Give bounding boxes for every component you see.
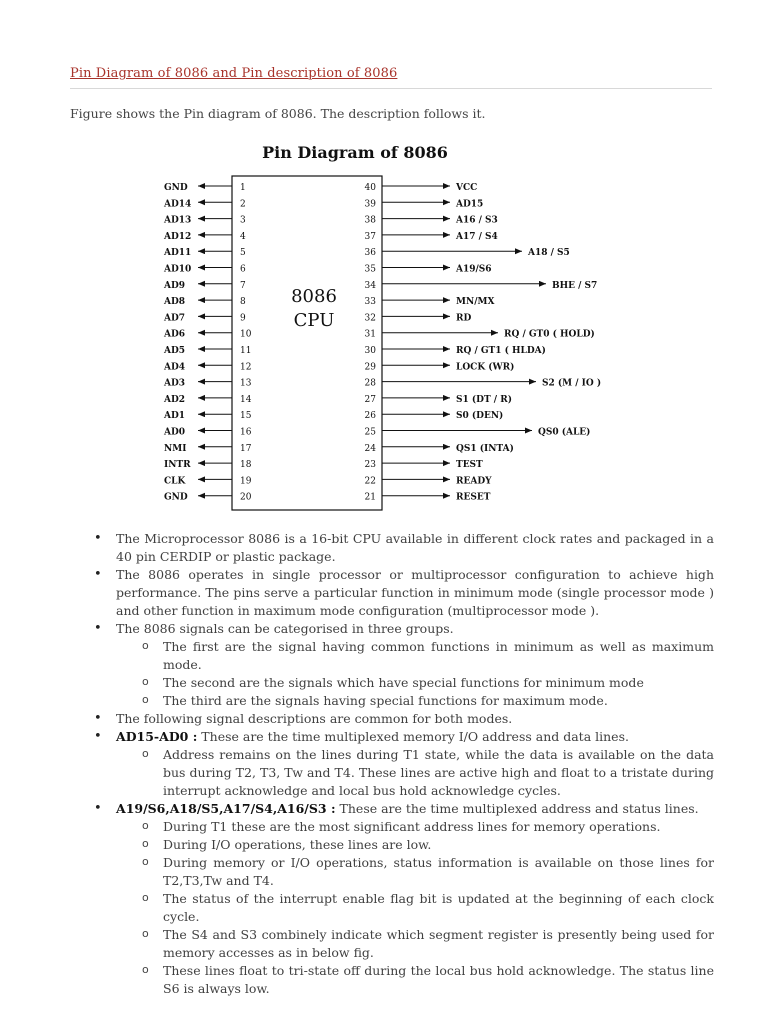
pin-number: 11 [240,346,252,356]
diagram-heading: Pin Diagram of 8086 [262,143,448,162]
sub-list [116,638,714,710]
pin-number: 1 [240,183,246,193]
chip-body [232,176,382,510]
pin-label: GND [164,492,188,503]
bullet-item: • The following signal descriptions are common for both modes. [92,710,714,728]
pin-number: 5 [240,248,246,259]
pin-label: AD1 [164,411,186,422]
sub-bullet-item: o Address remains on the lines during T1 state, while the data is available on the data bus during T2, T3, Tw and T4. These lines are active high and float to a tristate during interrupt acknowledge and local bus hold acknowledge cycles. [116,746,714,800]
description-content [92,530,714,998]
pin-label: AD13 [164,215,192,226]
pin-number: 30 [364,346,376,356]
pin-number: 20 [240,492,252,503]
pin-number: 37 [364,231,376,242]
pin-label: AD15 [456,199,484,210]
pin-label: AD11 [164,248,192,259]
pin-number: 29 [364,362,376,373]
pin-number: 24 [364,443,376,454]
pin-number: 26 [364,411,376,422]
pin-label: RQ / GT0 ( HOLD) [504,329,595,340]
pin-label: GND [164,183,188,193]
pin-number: 2 [240,199,246,210]
pin-number: 3 [240,215,246,226]
bullet-text: These are the time multiplexed memory I/O address and data lines. [197,729,629,744]
pin-label: AD12 [164,231,192,242]
pin-label: TEST [456,460,483,471]
page-title[interactable]: Pin Diagram of 8086 and Pin description of 8086 [70,66,398,81]
pin-number: 28 [364,378,376,389]
pin-number: 13 [240,378,252,389]
pin-number: 39 [364,199,376,210]
pin-number: 33 [364,297,376,308]
pin-label: AD6 [164,329,186,340]
bullet-item: • The Microprocessor 8086 is a 16-bit CPU available in different clock rates and packaged in a 40 pin CERDIP or plastic package. [92,530,714,566]
pin-diagram [150,138,610,518]
pin-label: VCC [456,183,478,193]
pin-number: 38 [364,215,376,226]
pin-number: 34 [364,280,376,291]
pin-label: AD5 [164,346,186,356]
pin-label: A19/S6 [456,264,492,275]
pin-label: NMI [164,443,187,454]
sub-bullet-item: o The first are the signal having common functions in minimum as well as maximum mode. [116,638,714,674]
pin-label: MN/MX [456,297,495,308]
pin-number: 9 [240,313,246,324]
pin-label: AD4 [164,362,186,373]
pin-number: 25 [364,427,376,438]
intro-text: Figure shows the Pin diagram of 8086. The description follows it. [70,106,486,121]
title-divider [70,88,712,89]
pin-number: 21 [364,492,376,503]
pin-number: 19 [240,476,252,487]
sub-bullet-item: o The S4 and S3 combinely indicate which segment register is presently being used for memory accesses as in below fig. [116,926,714,962]
bullet-item [92,728,714,800]
pin-number: 14 [240,394,252,405]
sub-bullet-item: o During I/O operations, these lines are low. [116,836,714,854]
pin-number: 31 [364,329,376,340]
sub-bullet-item: o The status of the interrupt enable flag bit is updated at the beginning of each clock cycle. [116,890,714,926]
pin-number: 4 [240,231,246,242]
pin-number: 16 [240,427,252,438]
pin-number: 27 [364,394,376,405]
pin-number: 40 [364,183,376,193]
pin-label: AD0 [164,427,186,438]
pin-number: 7 [240,280,246,291]
pin-number: 35 [364,264,376,275]
sub-bullet-item: o During memory or I/O operations, status information is available on those lines for T2,T3,Tw and T4. [116,854,714,890]
sub-list [116,746,714,800]
bullet-text: The 8086 signals can be categorised in three groups. [116,621,454,636]
pin-number: 15 [240,411,252,422]
pin-label: AD2 [164,394,186,405]
pin-number: 23 [364,460,376,471]
pin-label: S1 (DT / R) [456,394,512,405]
sub-bullet-item: o The second are the signals which have special functions for minimum mode [116,674,714,692]
pin-label: AD14 [164,199,192,210]
pin-label: READY [456,476,492,487]
pin-number: 6 [240,264,246,275]
sub-bullet-item: o The third are the signals having special functions for maximum mode. [116,692,714,710]
signal-name: A19/S6,A18/S5,A17/S4,A16/S3 : [116,801,336,816]
pin-label: AD3 [164,378,186,389]
pin-label: INTR [164,460,191,471]
pin-label: QS0 (ALE) [538,427,591,438]
pin-number: 22 [364,476,376,487]
pin-label: RD [456,313,472,324]
sub-list [116,818,714,998]
sub-bullet-item: o During T1 these are the most significant address lines for memory operations. [116,818,714,836]
signal-name: AD15-AD0 : [116,729,198,744]
pin-number: 12 [240,362,252,373]
pin-label: RQ / GT1 ( HLDA) [456,346,546,356]
pin-number: 8 [240,297,246,308]
pin-label: AD7 [164,313,186,324]
pin-label: A17 / S4 [456,231,498,242]
pin-label: S2 (M / IO ) [542,378,602,389]
bullet-item [92,620,714,710]
bullet-text: These are the time multiplexed address and status lines. [335,801,699,816]
pin-number: 17 [240,443,252,454]
bullet-item [92,800,714,998]
pin-label: AD10 [164,264,192,275]
pin-number: 32 [364,313,376,324]
pin-label: CLK [164,476,186,487]
pin-label: AD8 [164,297,186,308]
pin-label: QS1 (INTA) [456,443,514,454]
bullet-item: • The 8086 operates in single processor or multiprocessor configuration to achieve high performance. The pins serve a particular function in minimum mode (single processor mode ) and other function in maximum mode configuration (multiprocessor mode ). [92,566,714,620]
pin-label: AD9 [164,280,186,291]
pin-label: LOCK (WR) [456,362,515,373]
pin-label: A16 / S3 [456,215,498,226]
pin-number: 10 [240,329,252,340]
pin-number: 18 [240,460,252,471]
pin-label: RESET [456,492,491,503]
pin-label: A18 / S5 [528,248,570,259]
chip-label-line2: CPU [293,310,335,331]
pin-label: BHE / S7 [552,280,598,291]
sub-bullet-item: o These lines float to tri-state off during the local bus hold acknowledge. The status line S6 is always low. [116,962,714,998]
pin-number: 36 [364,248,376,259]
chip-label-line1: 8086 [291,286,337,307]
pin-label: S0 (DEN) [456,411,504,422]
main-bullet-list [92,530,714,998]
